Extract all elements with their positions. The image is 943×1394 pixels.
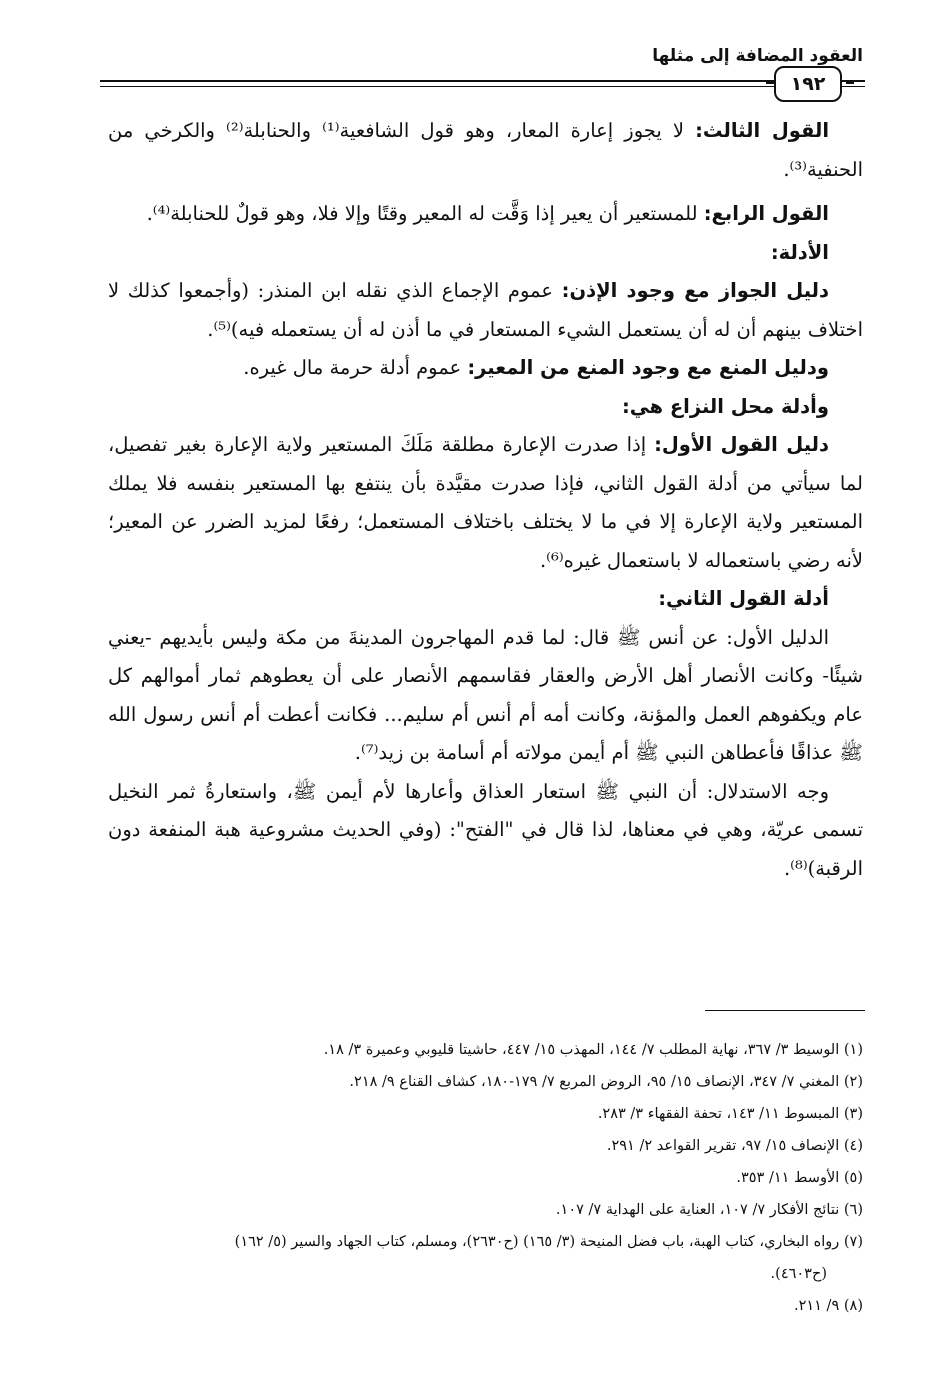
paragraph bbox=[108, 773, 863, 889]
footnote: (٧) رواه البخاري، كتاب الهبة، باب فضل المنيحة (٣/ ١٦٥) (ح٢٦٣٠)، ومسلم، كتاب الجهاد والسير (٥/ ١٦٢) bbox=[234, 1234, 863, 1250]
paragraph-text: للمستعير أن يعير إذا وَقَّت له المعير وقتًا وإلا فلا، وهو قولٌ للحنابلة⁽⁴⁾. bbox=[146, 202, 704, 225]
footnote: (١) الوسيط ٣/ ٣٦٧، نهاية المطلب ٧/ ١٤٤، المهذب ١٥/ ٤٤٧، حاشيتا قليوبي وعميرة ٣/ ١٨. bbox=[323, 1042, 863, 1058]
footnote: (٤) الإنصاف ١٥/ ٩٧، تقرير القواعد ٢/ ٢٩١. bbox=[606, 1138, 863, 1154]
body-text bbox=[108, 112, 863, 888]
paragraph bbox=[108, 272, 863, 349]
paragraph-lead: القول الرابع: bbox=[703, 202, 829, 225]
footnote: (٢) المغني ٧/ ٣٤٧، الإنصاف ١٥/ ٩٥، الروض المربع ٧/ ١٧٩-١٨٠، كشاف القناع ٩/ ٢١٨. bbox=[349, 1074, 863, 1090]
paragraph-text: الدليل الأول: عن أنس ﷺ قال: لما قدم المهاجرون المدينةَ من مكة وليس بأيديهم -يعني شيئًا- وكانت الأنصار أهل الأرض والعقار فقاسمهم الأنصار على أن يعطوهم ثمار أموالهم كل عام ويكفوهم العمل والمؤنة، وكانت أمه أم أنس أم سليم... فكانت أعطت أم أنس رسول الله ﷺ عذاقًا فأعطاهن النبي ﷺ أم أيمن مولاته أم أسامة بن زيد⁽⁷⁾. bbox=[108, 625, 863, 764]
heading-text: الأدلة: bbox=[770, 240, 829, 264]
footnote: (٣) المبسوط ١١/ ١٤٣، تحفة الفقهاء ٣/ ٢٨٣. bbox=[597, 1106, 863, 1122]
footnote: (٦) نتائج الأفكار ٧/ ١٠٧، العناية على الهداية ٧/ ١٠٧. bbox=[555, 1202, 863, 1218]
paragraph-text: عموم الإجماع الذي نقله ابن المنذر: (وأجمعوا كذلك لا اختلاف بينهم أن له أن يستعمل الشيء المستعار في ما أذن له أن يستعمله فيه)⁽⁵⁾. bbox=[108, 279, 863, 341]
page-number: ١٩٢ bbox=[774, 66, 842, 102]
header-rule-thin bbox=[100, 86, 865, 87]
heading-text: وأدلة محل النزاع هي: bbox=[621, 394, 829, 418]
paragraph bbox=[108, 426, 863, 580]
paragraph-text: وجه الاستدلال: أن النبي ﷺ استعار العذاق وأعارها لأم أيمن ﷺ، واستعارةُ ثمر النخيل تسمى عريّة، وهي في معناها، لذا قال في "الفتح": (وفي الحديث مشروعية هبة المنفعة دون الرقبة)⁽⁸⁾. bbox=[108, 779, 863, 880]
header-rule bbox=[100, 80, 865, 82]
paragraph-text: لا يجوز إعارة المعار، وهو قول الشافعية⁽¹⁾ والحنابلة⁽²⁾ والكرخي من الحنفية⁽³⁾. bbox=[108, 119, 863, 181]
footnotes bbox=[108, 1034, 863, 1322]
footnote: (٥) الأوسط ١١/ ٣٥٣. bbox=[736, 1170, 863, 1186]
paragraph bbox=[108, 112, 863, 189]
header-ornament-right bbox=[766, 82, 774, 84]
paragraph-lead: دليل الجواز مع وجود الإذن: bbox=[561, 279, 829, 302]
paragraph-lead: دليل القول الأول: bbox=[654, 433, 829, 456]
footnote-continuation: (ح٤٦٠٣). bbox=[770, 1266, 827, 1282]
paragraph bbox=[108, 195, 863, 234]
running-title: العقود المضافة إلى مثلها bbox=[652, 46, 863, 66]
section-heading bbox=[108, 234, 863, 273]
footnote-separator bbox=[705, 1010, 865, 1011]
paragraph-lead: القول الثالث: bbox=[695, 119, 829, 142]
paragraph bbox=[108, 619, 863, 773]
paragraph-lead: ودليل المنع مع وجود المنع من المعير: bbox=[467, 356, 829, 379]
heading-text: أدلة القول الثاني: bbox=[658, 587, 829, 610]
paragraph bbox=[108, 349, 863, 388]
section-heading bbox=[108, 580, 863, 619]
header-ornament-left bbox=[846, 82, 854, 84]
section-heading bbox=[108, 388, 863, 427]
footnote: (٨) ٩/ ٢١١. bbox=[793, 1298, 863, 1314]
paragraph-text: إذا صدرت الإعارة مطلقة مَلَكَ المستعير ولاية الإعارة بغير تفصيل، لما سيأتي من أدلة القول الثاني، فإذا صدرت مقيَّدة بأن ينتفع بها المستعير بنفسه فلا يملك المستعير ولاية الإعارة إلا في ما لا يختلف باختلاف المستعمل؛ رفعًا لمزيد الضرر عن المعير؛ لأنه رضي باستعماله لا باستعمال غيره⁽⁶⁾. bbox=[108, 433, 863, 572]
paragraph-text: عموم أدلة حرمة مال غيره. bbox=[243, 356, 468, 379]
